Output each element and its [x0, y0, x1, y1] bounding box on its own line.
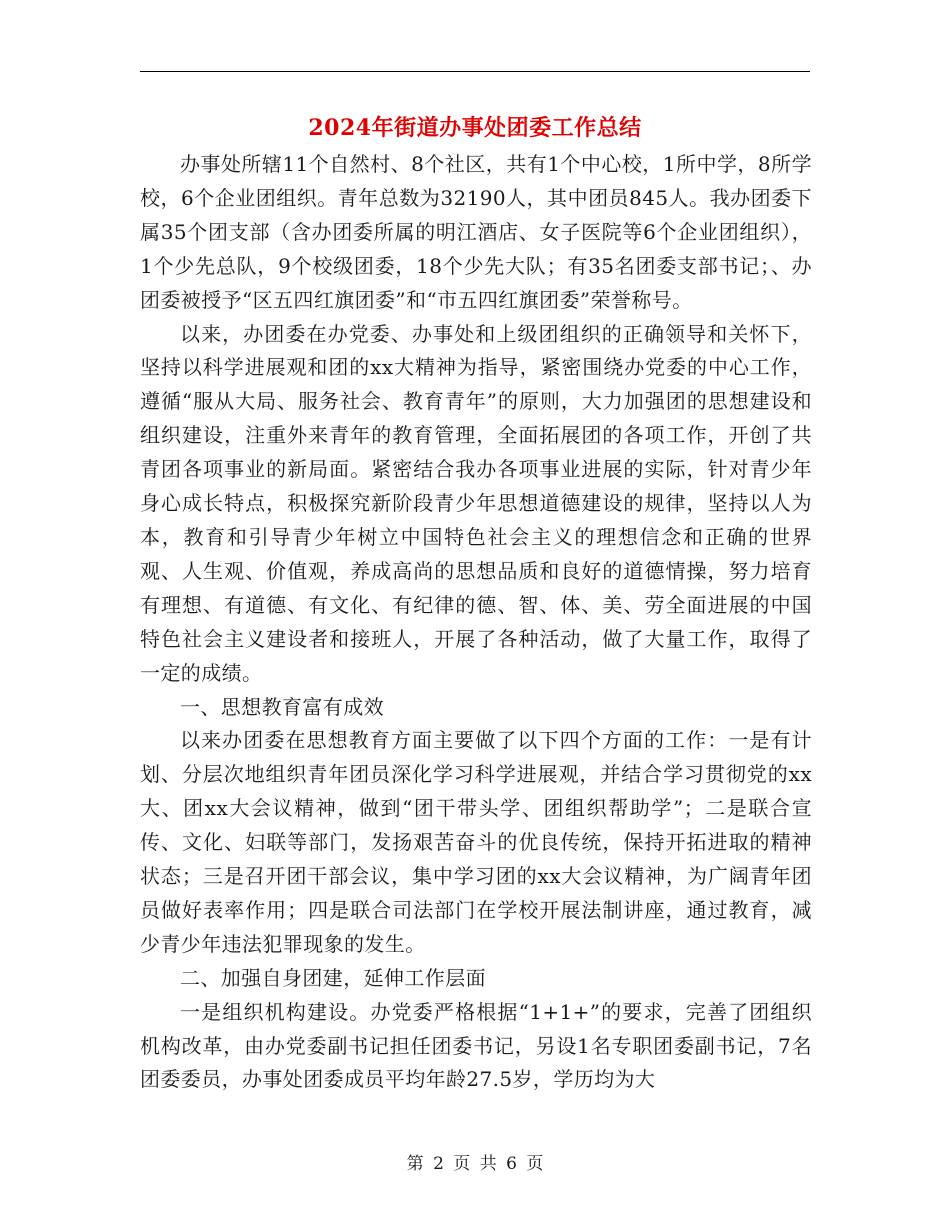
paragraph-section-2: 一是组织机构建设。办党委严格根据“1+1+”的要求，完善了团组织机构改革，由办党委副书记担任团委书记，另设1名专职团委副书记，7名团委委员，办事处团委成员平均年龄27.5岁，学历均为大 [140, 999, 812, 1092]
document-body [140, 148, 812, 1097]
paragraph-overview: 以来，办团委在办党委、办事处和上级团组织的正确领导和关怀下，坚持以科学进展观和团的xx大精神为指导，紧密围绕办党委的中心工作，遵循“服从大局、服务社会、教育青年”的原则，大力加强团的思想建设和组织建设，注重外来青年的教育管理，全面拓展团的各项工作，开创了共青团各项事业的新局面。紧密结合我办各项事业进展的实际，针对青少年身心成长特点，积极探究新阶段青少年思想道德建设的规律，坚持以人为本，教育和引导青少年树立中国特色社会主义的理想信念和正确的世界观、人生观、价值观，养成高尚的思想品质和良好的道德情操，努力培育有理想、有道德、有文化、有纪律的德、智、体、美、劳全面进展的中国特色社会主义建设者和接班人，开展了各种活动，做了大量工作，取得了一定的成绩。 [140, 321, 812, 685]
paragraph-intro: 办事处所辖11个自然村、8个社区，共有1个中心校，1所中学，8所学校，6个企业团组织。青年总数为32190人，其中团员845人。我办团委下属35个团支部（含办团委所属的明江酒店、女子医院等6个企业团组织），1个少先总队，9个校级团委，18个少先大队；有35名团委支部书记；、办团委被授予“区五四红旗团委”和“市五四红旗团委”荣誉称号。 [140, 152, 812, 312]
section-heading-2: 二、加强自身团建，延伸工作层面 [180, 965, 486, 990]
document-title: 2024年街道办事处团委工作总结 [308, 115, 642, 141]
header-rule [140, 71, 810, 72]
section-heading-1: 一、思想教育富有成效 [180, 694, 384, 719]
paragraph-section-1: 以来办团委在思想教育方面主要做了以下四个方面的工作：一是有计划、分层次地组织青年团员深化学习科学进展观，并结合学习贯彻党的xx大、团xx大会议精神，做到“团干带头学、团组织帮助学”；二是联合宣传、文化、妇联等部门，发扬艰苦奋斗的优良传统，保持开拓进取的精神状态；三是召开团干部会议，集中学习团的xx大会议精神，为广阔青年团员做好表率作用；四是联合司法部门在学校开展法制讲座，通过教育，减少青少年违法犯罪现象的发生。 [140, 728, 812, 956]
page-number: 第 2 页 共 6 页 [406, 1154, 544, 1174]
